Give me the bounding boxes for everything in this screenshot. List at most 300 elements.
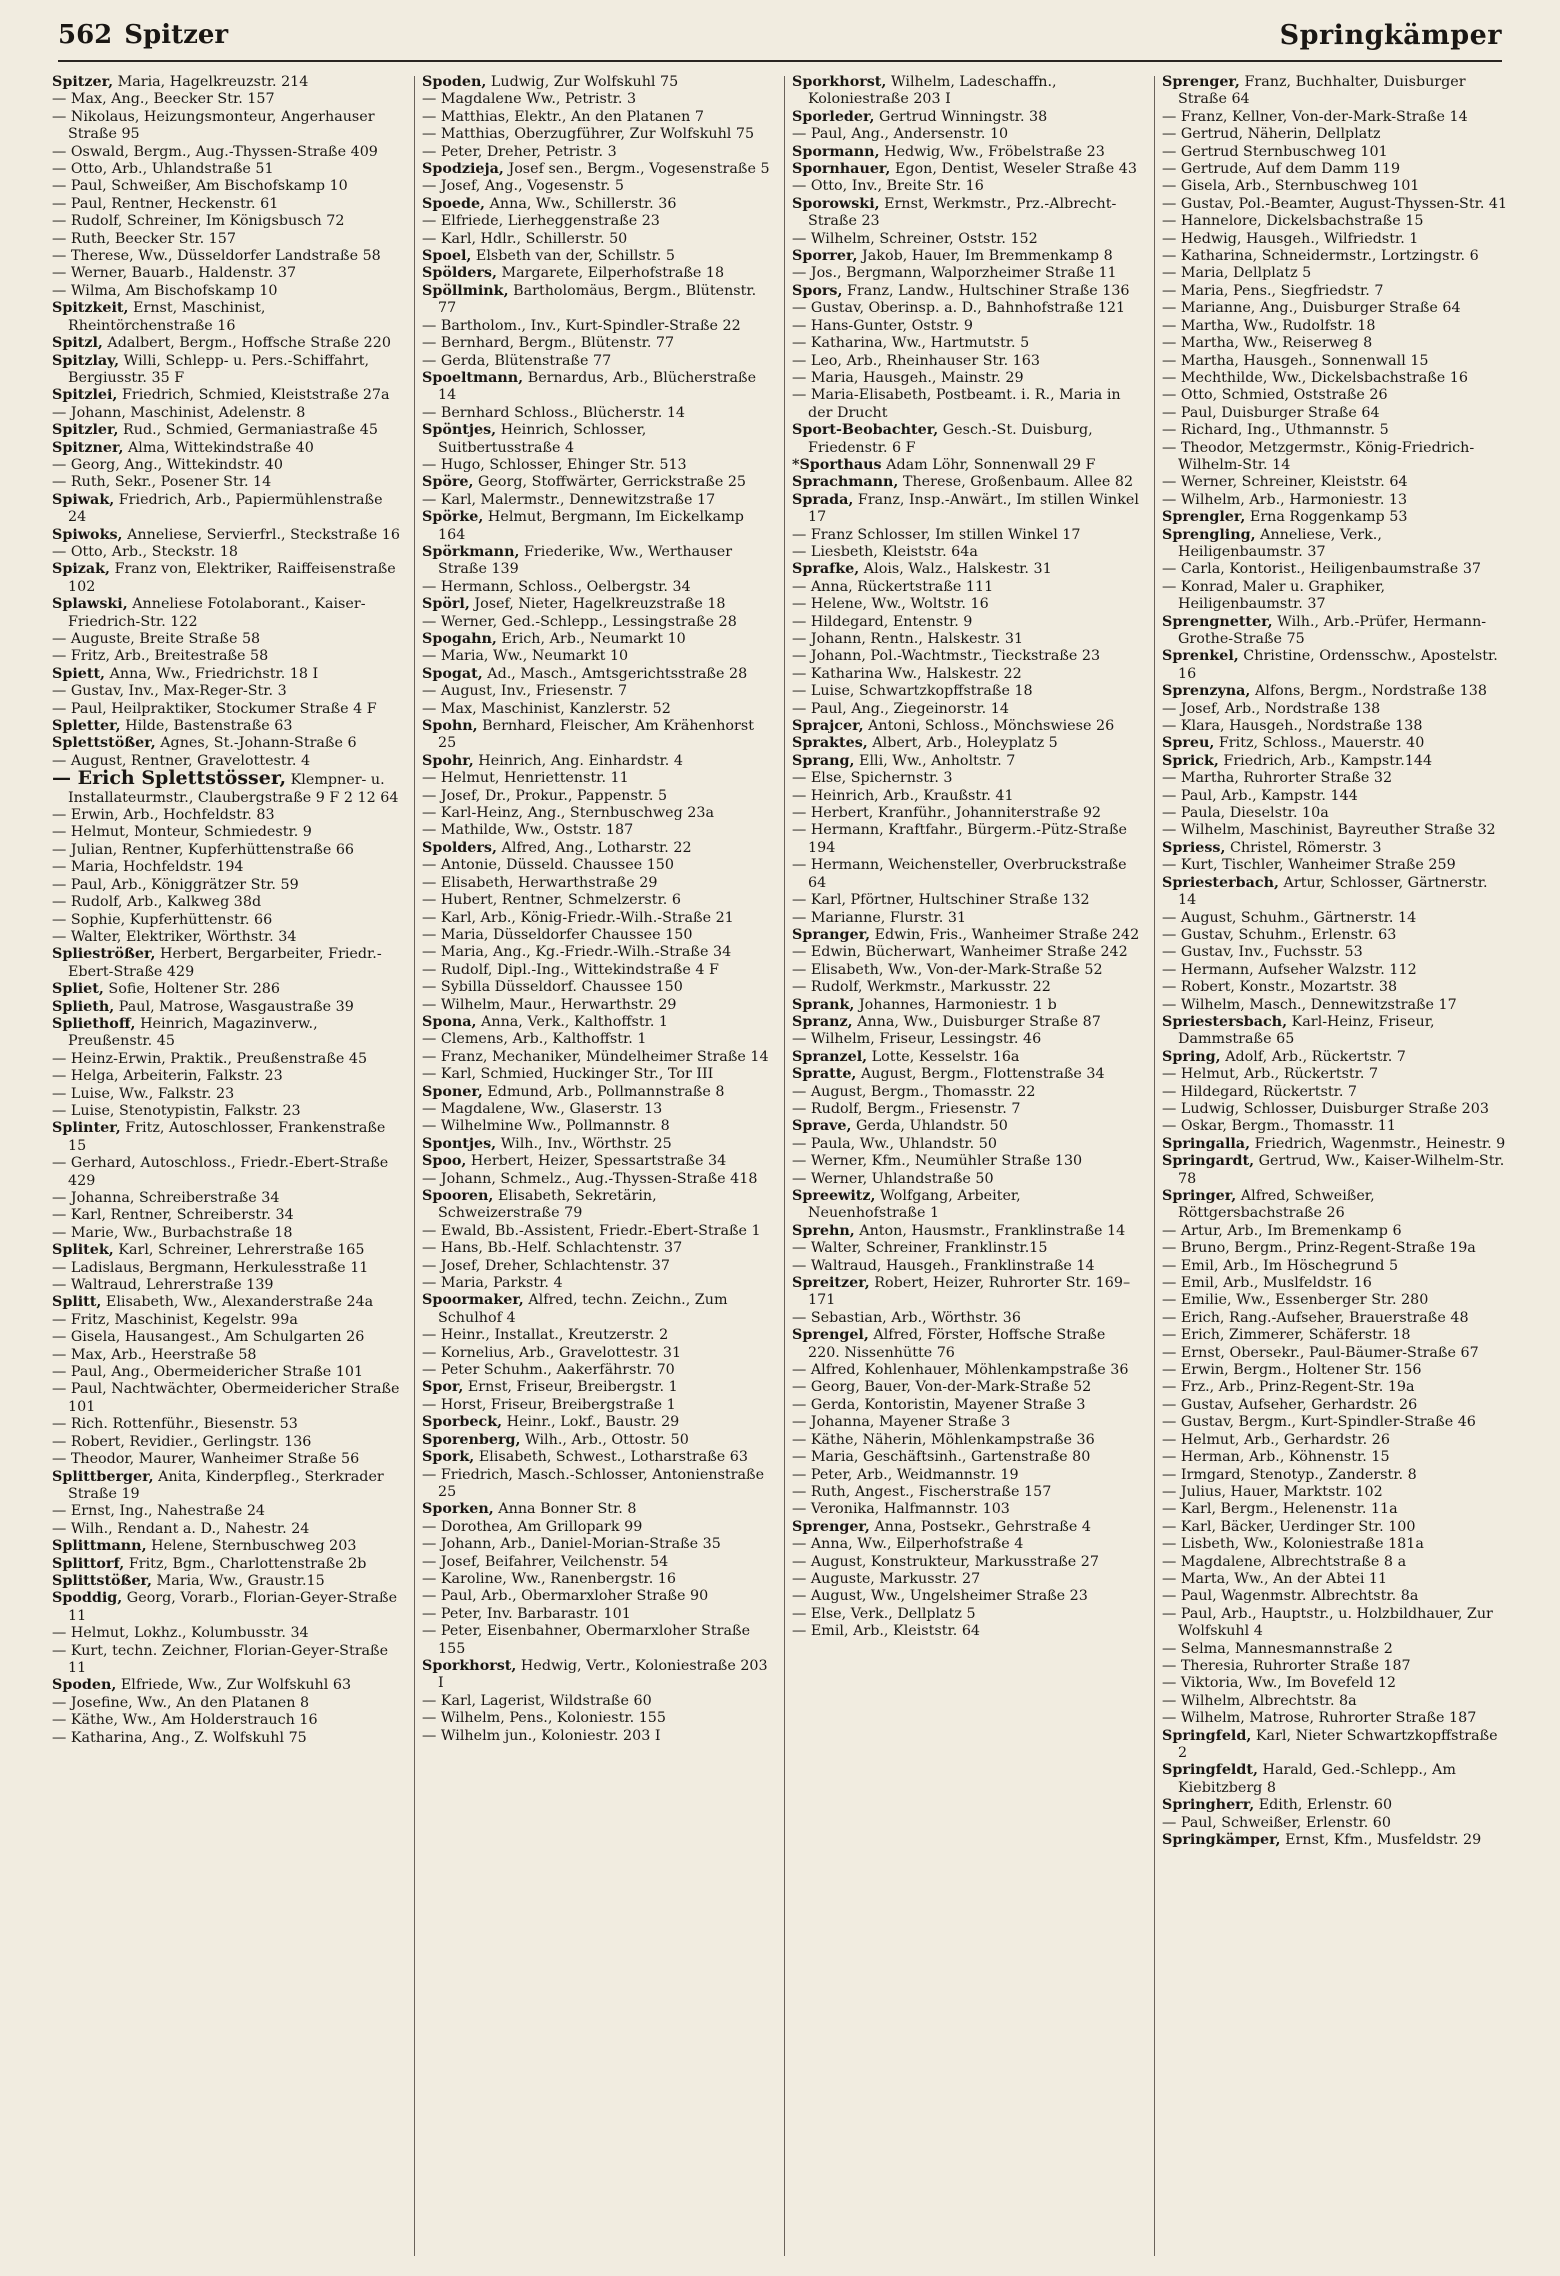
directory-entry bbox=[422, 1066, 770, 1083]
directory-entry bbox=[1162, 944, 1510, 961]
entry-details: — Hans-Gunter, Oststr. 9 bbox=[792, 317, 973, 334]
entry-details: — Liesbeth, Kleiststr. 64a bbox=[792, 543, 978, 560]
directory-entry bbox=[422, 1223, 770, 1240]
entry-details: Christel, Römerstr. 3 bbox=[1225, 839, 1382, 856]
directory-entry bbox=[52, 807, 400, 824]
entry-details: — Hildegard, Rückertstr. 7 bbox=[1162, 1083, 1358, 1100]
directory-entry bbox=[792, 387, 1140, 422]
directory-entry bbox=[52, 1625, 400, 1642]
directory-entry bbox=[1162, 753, 1510, 770]
entry-details: — Clemens, Arb., Kalthoffstr. 1 bbox=[422, 1031, 647, 1048]
entry-details: Wilh., Arb.-Prüfer, Hermann-Grothe-Straße 75 bbox=[1178, 613, 1487, 647]
entry-details: — Marianne, Flurstr. 31 bbox=[792, 909, 967, 926]
entry-details: — Leo, Arb., Rheinhauser Str. 163 bbox=[792, 352, 1040, 369]
directory-entry bbox=[1162, 1536, 1510, 1553]
directory-entry bbox=[422, 492, 770, 509]
column-1 bbox=[52, 74, 400, 2264]
directory-entry bbox=[792, 457, 1140, 474]
directory-entry bbox=[422, 701, 770, 718]
entry-surname: Spodzieja, bbox=[422, 161, 504, 178]
entry-details: — Otto, Schmied, Oststraße 26 bbox=[1162, 387, 1388, 404]
directory-entry bbox=[792, 753, 1140, 770]
directory-entry bbox=[792, 614, 1140, 631]
directory-entry bbox=[422, 1728, 770, 1745]
directory-entry bbox=[792, 561, 1140, 578]
entry-surname: Spitzer, bbox=[52, 74, 114, 90]
directory-entry bbox=[1162, 387, 1510, 404]
entry-surname: — Erich Splettstösser, bbox=[52, 767, 287, 790]
directory-entry bbox=[422, 1658, 770, 1693]
directory-entry bbox=[422, 822, 770, 839]
directory-entry bbox=[52, 1155, 400, 1190]
entry-details: — Elisabeth, Herwarthstraße 29 bbox=[422, 874, 658, 891]
directory-entry bbox=[52, 561, 400, 596]
entry-surname: Spörl, bbox=[422, 596, 470, 613]
directory-entry bbox=[52, 1538, 400, 1555]
directory-entry bbox=[792, 370, 1140, 387]
directory-entry bbox=[1162, 1693, 1510, 1710]
entry-details: — Karl, Lagerist, Wildstraße 60 bbox=[422, 1692, 652, 1709]
entry-details: — Sophie, Kupferhüttenstr. 66 bbox=[52, 911, 273, 928]
column-2 bbox=[422, 74, 770, 2264]
directory-entry bbox=[422, 231, 770, 248]
directory-entry bbox=[422, 596, 770, 613]
directory-entry bbox=[422, 265, 770, 282]
directory-entry bbox=[422, 683, 770, 700]
entry-details: — Mathilde, Ww., Oststr. 187 bbox=[422, 822, 634, 839]
directory-entry bbox=[52, 999, 400, 1016]
directory-entry bbox=[1162, 1118, 1510, 1135]
entry-details: — August, Bergm., Thomasstr. 22 bbox=[792, 1083, 1036, 1100]
directory-entry bbox=[792, 74, 1140, 109]
directory-entry bbox=[792, 161, 1140, 178]
directory-entry bbox=[1162, 875, 1510, 910]
entry-details: — Herman, Arb., Köhnenstr. 15 bbox=[1162, 1449, 1390, 1466]
directory-entry bbox=[1162, 1432, 1510, 1449]
entry-details: — Franz, Kellner, Von-der-Mark-Straße 14 bbox=[1162, 108, 1468, 125]
entry-details: — Kornelius, Arb., Gravelottestr. 31 bbox=[422, 1344, 682, 1361]
directory-entry bbox=[422, 1571, 770, 1588]
entry-details: — Gustav, Oberinsp. a. D., Bahnhofstraße 121 bbox=[792, 300, 1126, 317]
entry-details: — Josefine, Ww., An den Platanen 8 bbox=[52, 1694, 310, 1711]
entry-details: — Waltraud, Hausgeh., Franklinstraße 14 bbox=[792, 1257, 1095, 1274]
directory-columns bbox=[52, 74, 1512, 2264]
entry-details: — Gerhard, Autoschloss., Friedr.-Ebert-Straße 429 bbox=[52, 1155, 389, 1189]
directory-entry bbox=[1162, 353, 1510, 370]
entry-details: — August, Inv., Friesenstr. 7 bbox=[422, 683, 628, 700]
entry-details: Anneliese, Verk., Heiligenbaumstr. 37 bbox=[1178, 526, 1382, 560]
directory-entry bbox=[422, 1258, 770, 1275]
directory-entry bbox=[52, 161, 400, 178]
entry-details: — Hubert, Rentner, Schmelzerstr. 6 bbox=[422, 892, 681, 909]
entry-details: Georg, Stoffwärter, Gerrickstraße 25 bbox=[473, 474, 747, 491]
directory-entry bbox=[1162, 857, 1510, 874]
entry-details: — Hermann, Aufseher Walzstr. 112 bbox=[1162, 961, 1417, 978]
directory-entry bbox=[52, 1225, 400, 1242]
entry-details: Hedwig, Vertr., Koloniestraße 203 I bbox=[438, 1657, 768, 1692]
entry-details: — August, Konstrukteur, Markusstraße 27 bbox=[792, 1553, 1099, 1570]
entry-details: — Otto, Arb., Steckstr. 18 bbox=[52, 543, 238, 560]
entry-details: — Josef, Beifahrer, Veilchenstr. 54 bbox=[422, 1553, 669, 1570]
entry-surname: Sprajcer, bbox=[792, 718, 864, 735]
entry-details: — Paul, Schweißer, Am Bischofskamp 10 bbox=[52, 178, 348, 195]
entry-details: — Karl, Bäcker, Uerdinger Str. 100 bbox=[1162, 1518, 1416, 1535]
entry-details: — Gisela, Hausangest., Am Schulgarten 26 bbox=[52, 1329, 365, 1346]
entry-surname: Spitzner, bbox=[52, 439, 124, 456]
directory-entry bbox=[52, 981, 400, 998]
entry-details: — Oskar, Bergm., Thomasstr. 11 bbox=[1162, 1118, 1396, 1135]
entry-details: Bernhard, Fleischer, Am Krähenhorst 25 bbox=[438, 718, 754, 752]
entry-details: — Karl, Bergm., Helenenstr. 11a bbox=[1162, 1501, 1398, 1518]
entry-details: — Katharina Ww., Halskestr. 22 bbox=[792, 665, 1022, 682]
directory-entry bbox=[792, 1240, 1140, 1257]
entry-details: Adam Löhr, Sonnenwall 29 F bbox=[881, 456, 1096, 473]
directory-entry bbox=[1162, 1554, 1510, 1571]
entry-details: — Magdalene, Ww., Glaserstr. 13 bbox=[422, 1100, 663, 1117]
entry-surname: Spornhauer, bbox=[792, 161, 891, 178]
entry-details: — Peter, Eisenbahner, Obermarxloher Straße 155 bbox=[422, 1623, 751, 1657]
entry-surname: Spitzkeit, bbox=[52, 300, 129, 317]
directory-entry bbox=[52, 1103, 400, 1120]
entry-surname: Splieströßer, bbox=[52, 946, 156, 963]
directory-entry bbox=[1162, 1675, 1510, 1692]
directory-entry bbox=[52, 1730, 400, 1747]
entry-details: — Heinz-Erwin, Praktik., Preußenstraße 45 bbox=[52, 1050, 368, 1067]
entry-details: — Erich, Rang.-Aufseher, Brauerstraße 48 bbox=[1162, 1309, 1469, 1326]
entry-details: Anna, Ww., Duisburger Straße 87 bbox=[852, 1013, 1101, 1030]
directory-entry bbox=[1162, 1292, 1510, 1309]
directory-entry bbox=[792, 1136, 1140, 1153]
entry-details: — Franz Schlosser, Im stillen Winkel 17 bbox=[792, 526, 1081, 543]
directory-entry bbox=[792, 1258, 1140, 1275]
directory-entry bbox=[422, 997, 770, 1014]
entry-details: — Helmut, Monteur, Schmiedestr. 9 bbox=[52, 824, 312, 841]
entry-details: — Paul, Ang., Obermeidericher Straße 101 bbox=[52, 1364, 364, 1381]
entry-details: — Helmut, Henriettenstr. 11 bbox=[422, 770, 629, 787]
directory-entry bbox=[1162, 1519, 1510, 1536]
entry-details: Herbert, Bergarbeiter, Friedr.-Ebert-Straße 429 bbox=[68, 946, 382, 980]
entry-details: Sofie, Holtener Str. 286 bbox=[103, 981, 280, 998]
entry-details: — Artur, Arb., Im Bremenkamp 6 bbox=[1162, 1222, 1402, 1239]
directory-entry bbox=[1162, 405, 1510, 422]
directory-entry bbox=[422, 248, 770, 265]
entry-details: Alois, Walz., Halskestr. 31 bbox=[859, 561, 1052, 578]
directory-entry bbox=[52, 735, 400, 752]
directory-entry bbox=[1162, 109, 1510, 126]
directory-entry bbox=[422, 1275, 770, 1292]
directory-entry bbox=[792, 1519, 1140, 1536]
entry-surname: Spoo, bbox=[422, 1153, 467, 1170]
entry-details: — Emilie, Ww., Essenberger Str. 280 bbox=[1162, 1292, 1429, 1309]
directory-entry bbox=[792, 1118, 1140, 1135]
entry-details: — Hermann, Weichensteller, Overbruckstraße 64 bbox=[792, 857, 1127, 891]
entry-surname: Springfeldt, bbox=[1162, 1762, 1258, 1779]
directory-entry bbox=[1162, 126, 1510, 143]
entry-details: Willi, Schlepp- u. Pers.-Schiffahrt, Bergiusstr. 35 F bbox=[68, 352, 370, 386]
directory-entry bbox=[1162, 1641, 1510, 1658]
entry-details: — Katharina, Ww., Hartmutstr. 5 bbox=[792, 335, 1030, 352]
entry-details: — Auguste, Markusstr. 27 bbox=[792, 1570, 981, 1587]
directory-entry bbox=[422, 1101, 770, 1118]
directory-entry bbox=[52, 877, 400, 894]
directory-entry bbox=[1162, 1815, 1510, 1832]
entry-details: Elli, Ww., Anholtstr. 7 bbox=[854, 752, 1016, 769]
entry-details: — Ladislaus, Bergmann, Herkulesstraße 11 bbox=[52, 1259, 369, 1276]
directory-entry bbox=[1162, 1467, 1510, 1484]
directory-entry bbox=[792, 770, 1140, 787]
directory-entry bbox=[52, 109, 400, 144]
directory-entry bbox=[422, 1536, 770, 1553]
directory-entry bbox=[52, 1451, 400, 1468]
directory-entry bbox=[1162, 735, 1510, 752]
entry-surname: Spring, bbox=[1162, 1048, 1221, 1065]
entry-details: — Maria, Hochfeldstr. 194 bbox=[52, 859, 244, 876]
directory-entry bbox=[792, 318, 1140, 335]
entry-details: Edith, Erlenstr. 60 bbox=[1254, 1797, 1393, 1814]
entry-details: — Theodor, Maurer, Wanheimer Straße 56 bbox=[52, 1451, 360, 1468]
page-header bbox=[58, 14, 1502, 62]
entry-details: — Gustav, Inv., Max-Reger-Str. 3 bbox=[52, 683, 287, 700]
directory-entry bbox=[52, 596, 400, 631]
directory-entry bbox=[52, 1521, 400, 1538]
entry-details: Edwin, Fris., Wanheimer Straße 242 bbox=[870, 926, 1140, 943]
entry-surname: Spitzler, bbox=[52, 422, 119, 439]
directory-entry bbox=[422, 666, 770, 683]
entry-details: Artur, Schlosser, Gärtnerstr. 14 bbox=[1178, 874, 1488, 909]
directory-entry bbox=[52, 1068, 400, 1085]
entry-details: — Karl, Arb., König-Friedr.-Wilh.-Straße 21 bbox=[422, 909, 734, 926]
entry-details: — Wilhelm, Friseur, Lessingstr. 46 bbox=[792, 1031, 1042, 1048]
directory-entry bbox=[1162, 1345, 1510, 1362]
directory-entry bbox=[1162, 1258, 1510, 1275]
entry-details: Franz, Buchhalter, Duisburger Straße 64 bbox=[1178, 74, 1466, 108]
directory-entry bbox=[1162, 370, 1510, 387]
entry-details: — Maria, Geschäftsinh., Gartenstraße 80 bbox=[792, 1449, 1091, 1466]
entry-details: — Anna, Ww., Eilperhofstraße 4 bbox=[792, 1536, 1024, 1553]
entry-details: Elisabeth, Schwest., Lotharstraße 63 bbox=[474, 1449, 748, 1466]
entry-details: Fritz, Schloss., Mauerstr. 40 bbox=[1214, 735, 1425, 752]
entry-details: — Paul, Arb., Kampstr. 144 bbox=[1162, 787, 1358, 804]
entry-details: — Karl, Hdlr., Schillerstr. 50 bbox=[422, 230, 628, 247]
entry-details: — Marie, Ww., Burbachstraße 18 bbox=[52, 1224, 293, 1241]
directory-entry bbox=[792, 927, 1140, 944]
entry-details: — Erwin, Arb., Hochfeldstr. 83 bbox=[52, 807, 275, 824]
entry-details: — Horst, Friseur, Breibergstraße 1 bbox=[422, 1396, 676, 1413]
directory-entry bbox=[792, 1501, 1140, 1518]
entry-details: Elfriede, Ww., Zur Wolfskuhl 63 bbox=[116, 1677, 352, 1694]
entry-surname: Sprenger, bbox=[792, 1518, 870, 1535]
directory-entry bbox=[52, 1712, 400, 1729]
entry-surname: Spoormaker, bbox=[422, 1292, 524, 1309]
directory-entry bbox=[1162, 770, 1510, 787]
entry-details: — Martha, Ww., Rudolfstr. 18 bbox=[1162, 317, 1376, 334]
entry-details: Maria, Ww., Graustr.15 bbox=[152, 1572, 325, 1589]
directory-entry bbox=[1162, 1379, 1510, 1396]
directory-entry bbox=[1162, 701, 1510, 718]
entry-details: — Georg, Ang., Wittekindstr. 40 bbox=[52, 456, 283, 473]
directory-entry bbox=[792, 631, 1140, 648]
entry-surname: Sponer, bbox=[422, 1083, 483, 1100]
entry-details: — Wilhelm, Albrechtstr. 8a bbox=[1162, 1692, 1357, 1709]
entry-details: — Wilhelm, Pens., Koloniestr. 155 bbox=[422, 1710, 666, 1727]
directory-entry bbox=[1162, 231, 1510, 248]
entry-details: Heinrich, Magazinverw., Preußenstr. 45 bbox=[68, 1015, 318, 1050]
entry-surname: Sporowski, bbox=[792, 195, 880, 212]
directory-entry bbox=[1162, 509, 1510, 526]
entry-details: — Johann, Maschinist, Adelenstr. 8 bbox=[52, 404, 306, 421]
entry-details: — Peter Schuhm., Aakerfährstr. 70 bbox=[422, 1362, 675, 1379]
directory-entry bbox=[1162, 492, 1510, 509]
entry-details: — Werner, Bauarb., Haldenstr. 37 bbox=[52, 265, 297, 282]
directory-entry bbox=[792, 335, 1140, 352]
entry-surname: Spogahn, bbox=[422, 631, 497, 647]
directory-entry bbox=[1162, 822, 1510, 839]
directory-entry bbox=[422, 178, 770, 195]
entry-details: — Elisabeth, Ww., Von-der-Mark-Straße 52 bbox=[792, 961, 1103, 978]
entry-details: Alfred, Ang., Lotharstr. 22 bbox=[496, 839, 692, 856]
directory-entry bbox=[422, 370, 770, 405]
entry-details: Heinr., Lokf., Baustr. 29 bbox=[502, 1414, 680, 1431]
directory-entry bbox=[1162, 1066, 1510, 1083]
directory-entry bbox=[792, 666, 1140, 683]
entry-surname: Spörke, bbox=[422, 509, 484, 526]
entry-details: — Fritz, Arb., Breitestraße 58 bbox=[52, 648, 269, 665]
entry-details: — Gustav, Schuhm., Erlenstr. 63 bbox=[1162, 926, 1397, 943]
entry-details: — Hermann, Schloss., Oelbergstr. 34 bbox=[422, 578, 691, 595]
directory-entry bbox=[1162, 962, 1510, 979]
entry-details: Alma, Wittekindstraße 40 bbox=[123, 439, 314, 456]
directory-entry bbox=[52, 178, 400, 195]
entry-details: Anna, Ww., Schillerstr. 36 bbox=[485, 195, 677, 212]
entry-details: — Helmut, Arb., Gerhardstr. 26 bbox=[1162, 1431, 1390, 1448]
entry-surname: Spiwoks, bbox=[52, 526, 123, 543]
entry-details: — Konrad, Maler u. Graphiker, Heiligenbaumstr. 37 bbox=[1162, 578, 1386, 613]
directory-entry bbox=[422, 1031, 770, 1048]
directory-entry bbox=[52, 1294, 400, 1311]
directory-entry bbox=[792, 492, 1140, 527]
entry-surname: Spoel, bbox=[422, 248, 472, 265]
entry-details: — Therese, Ww., Düsseldorfer Landstraße 58 bbox=[52, 248, 381, 265]
entry-details: — Magdalene, Albrechtstraße 8 a bbox=[1162, 1553, 1407, 1570]
entry-details: — Matthias, Elektr., An den Platanen 7 bbox=[422, 108, 704, 125]
directory-entry bbox=[1162, 422, 1510, 439]
entry-details: — Gustav, Pol.-Beamter, August-Thyssen-Str. 41 bbox=[1162, 195, 1508, 212]
entry-surname: Splittstößer, bbox=[52, 1572, 153, 1589]
entry-details: Rud., Schmied, Germaniastraße 45 bbox=[118, 422, 378, 439]
directory-entry bbox=[792, 1571, 1140, 1588]
directory-entry bbox=[1162, 1449, 1510, 1466]
directory-entry bbox=[1162, 196, 1510, 213]
directory-entry bbox=[422, 405, 770, 422]
entry-details: — Wilhelm, Matrose, Ruhrorter Straße 187 bbox=[1162, 1710, 1477, 1727]
entry-details: — Ruth, Beecker Str. 157 bbox=[52, 230, 236, 247]
directory-entry bbox=[792, 1467, 1140, 1484]
header-first-entry: Spitzer bbox=[124, 20, 229, 50]
entry-surname: Spranzel, bbox=[792, 1048, 868, 1065]
entry-details: — Katharina, Ang., Z. Wolfskuhl 75 bbox=[52, 1729, 307, 1746]
entry-details: — Helene, Ww., Woltstr. 16 bbox=[792, 596, 989, 613]
directory-entry bbox=[52, 683, 400, 700]
entry-details: — Wilh., Rendant a. D., Nahestr. 24 bbox=[52, 1520, 310, 1537]
entry-details: — Wilhelm, Schreiner, Oststr. 152 bbox=[792, 230, 1038, 247]
entry-details: — Emil, Arb., Muslfeldstr. 16 bbox=[1162, 1275, 1372, 1292]
entry-details: Alfred, Förster, Hoffsche Straße 220. Nissenhütte 76 bbox=[808, 1327, 1106, 1361]
entry-details: — Wilma, Am Bischofskamp 10 bbox=[52, 282, 278, 299]
entry-surname: Spletter, bbox=[52, 718, 121, 735]
entry-surname: *Sporthaus bbox=[792, 456, 882, 473]
entry-surname: Spreewitz, bbox=[792, 1188, 876, 1204]
entry-details: — Wilhelm, Arb., Harmoniestr. 13 bbox=[1162, 491, 1408, 508]
directory-entry bbox=[1162, 718, 1510, 735]
entry-details: — Marta, Ww., An der Abtei 11 bbox=[1162, 1570, 1388, 1587]
entry-details: — Franz, Mechaniker, Mündelheimer Straße 14 bbox=[422, 1048, 769, 1065]
entry-details: — Oswald, Bergm., Aug.-Thyssen-Straße 409 bbox=[52, 143, 378, 160]
entry-details: — Paul, Ang., Andersenstr. 10 bbox=[792, 126, 1009, 143]
directory-entry bbox=[422, 457, 770, 474]
entry-details: — Bernhard, Bergm., Blütenstr. 77 bbox=[422, 335, 675, 352]
directory-entry bbox=[792, 283, 1140, 300]
entry-details: Ernst, Friseur, Breibergstr. 1 bbox=[463, 1379, 678, 1396]
directory-entry bbox=[422, 1623, 770, 1658]
entry-details: — Veronika, Halfmannstr. 103 bbox=[792, 1501, 1010, 1518]
entry-details: — Gertrud Sternbuschweg 101 bbox=[1162, 143, 1388, 160]
entry-details: — Viktoria, Ww., Im Bovefeld 12 bbox=[1162, 1675, 1397, 1692]
directory-entry bbox=[52, 353, 400, 388]
directory-entry bbox=[792, 892, 1140, 909]
entry-surname: Splitt, bbox=[52, 1294, 102, 1311]
entry-details: — Paul, Wagenmstr. Albrechtstr. 8a bbox=[1162, 1588, 1419, 1605]
header-left bbox=[58, 20, 228, 50]
entry-details: — Robert, Konstr., Mozartstr. 38 bbox=[1162, 979, 1398, 996]
entry-details: — Lisbeth, Ww., Koloniestraße 181a bbox=[1162, 1536, 1424, 1553]
entry-details: Alfons, Bergm., Nordstraße 138 bbox=[1250, 683, 1487, 700]
directory-entry bbox=[52, 1347, 400, 1364]
directory-entry bbox=[792, 1484, 1140, 1501]
entry-details: — Mechthilde, Ww., Dickelsbachstraße 16 bbox=[1162, 369, 1468, 386]
entry-details: Elisabeth, Ww., Alexanderstraße 24a bbox=[101, 1294, 374, 1311]
entry-details: — Paul, Heilpraktiker, Stockumer Straße 4 F bbox=[52, 700, 377, 717]
entry-details: — Maria, Ang., Kg.-Friedr.-Wilh.-Straße 34 bbox=[422, 944, 732, 961]
entry-details: Helene, Sternbuschweg 203 bbox=[146, 1538, 357, 1555]
directory-entry bbox=[1162, 788, 1510, 805]
directory-entry bbox=[52, 474, 400, 491]
directory-entry bbox=[52, 929, 400, 946]
entry-details: — Rudolf, Werkmstr., Markusstr. 22 bbox=[792, 979, 1051, 996]
entry-details: — Werner, Uhlandstraße 50 bbox=[792, 1170, 994, 1187]
entry-details: Hilde, Bastenstraße 63 bbox=[120, 718, 293, 735]
entry-details: Albert, Arb., Holeyplatz 5 bbox=[867, 735, 1058, 752]
directory-entry bbox=[422, 788, 770, 805]
entry-surname: Sporleder, bbox=[792, 108, 875, 125]
entry-details: — Rudolf, Arb., Kalkweg 38d bbox=[52, 894, 262, 911]
directory-entry bbox=[422, 1397, 770, 1414]
entry-details: — Emil, Arb., Im Höschegrund 5 bbox=[1162, 1257, 1399, 1274]
directory-entry bbox=[422, 474, 770, 491]
entry-details: Karl, Nieter Schwartzkopffstraße 2 bbox=[1178, 1727, 1498, 1761]
directory-entry bbox=[52, 265, 400, 282]
directory-entry bbox=[1162, 1728, 1510, 1763]
entry-details: — Maria-Elisabeth, Postbeamt. i. R., Maria in der Drucht bbox=[792, 387, 1121, 421]
entry-details: — Erwin, Bergm., Holtener Str. 156 bbox=[1162, 1362, 1422, 1379]
directory-entry bbox=[792, 1554, 1140, 1571]
directory-entry bbox=[52, 1643, 400, 1678]
entry-details: — Peter, Dreher, Petristr. 3 bbox=[422, 143, 617, 160]
directory-entry bbox=[422, 1292, 770, 1327]
entry-details: — Julius, Hauer, Marktstr. 102 bbox=[1162, 1483, 1383, 1500]
directory-entry bbox=[792, 962, 1140, 979]
directory-entry bbox=[1162, 1484, 1510, 1501]
directory-entry bbox=[52, 1312, 400, 1329]
